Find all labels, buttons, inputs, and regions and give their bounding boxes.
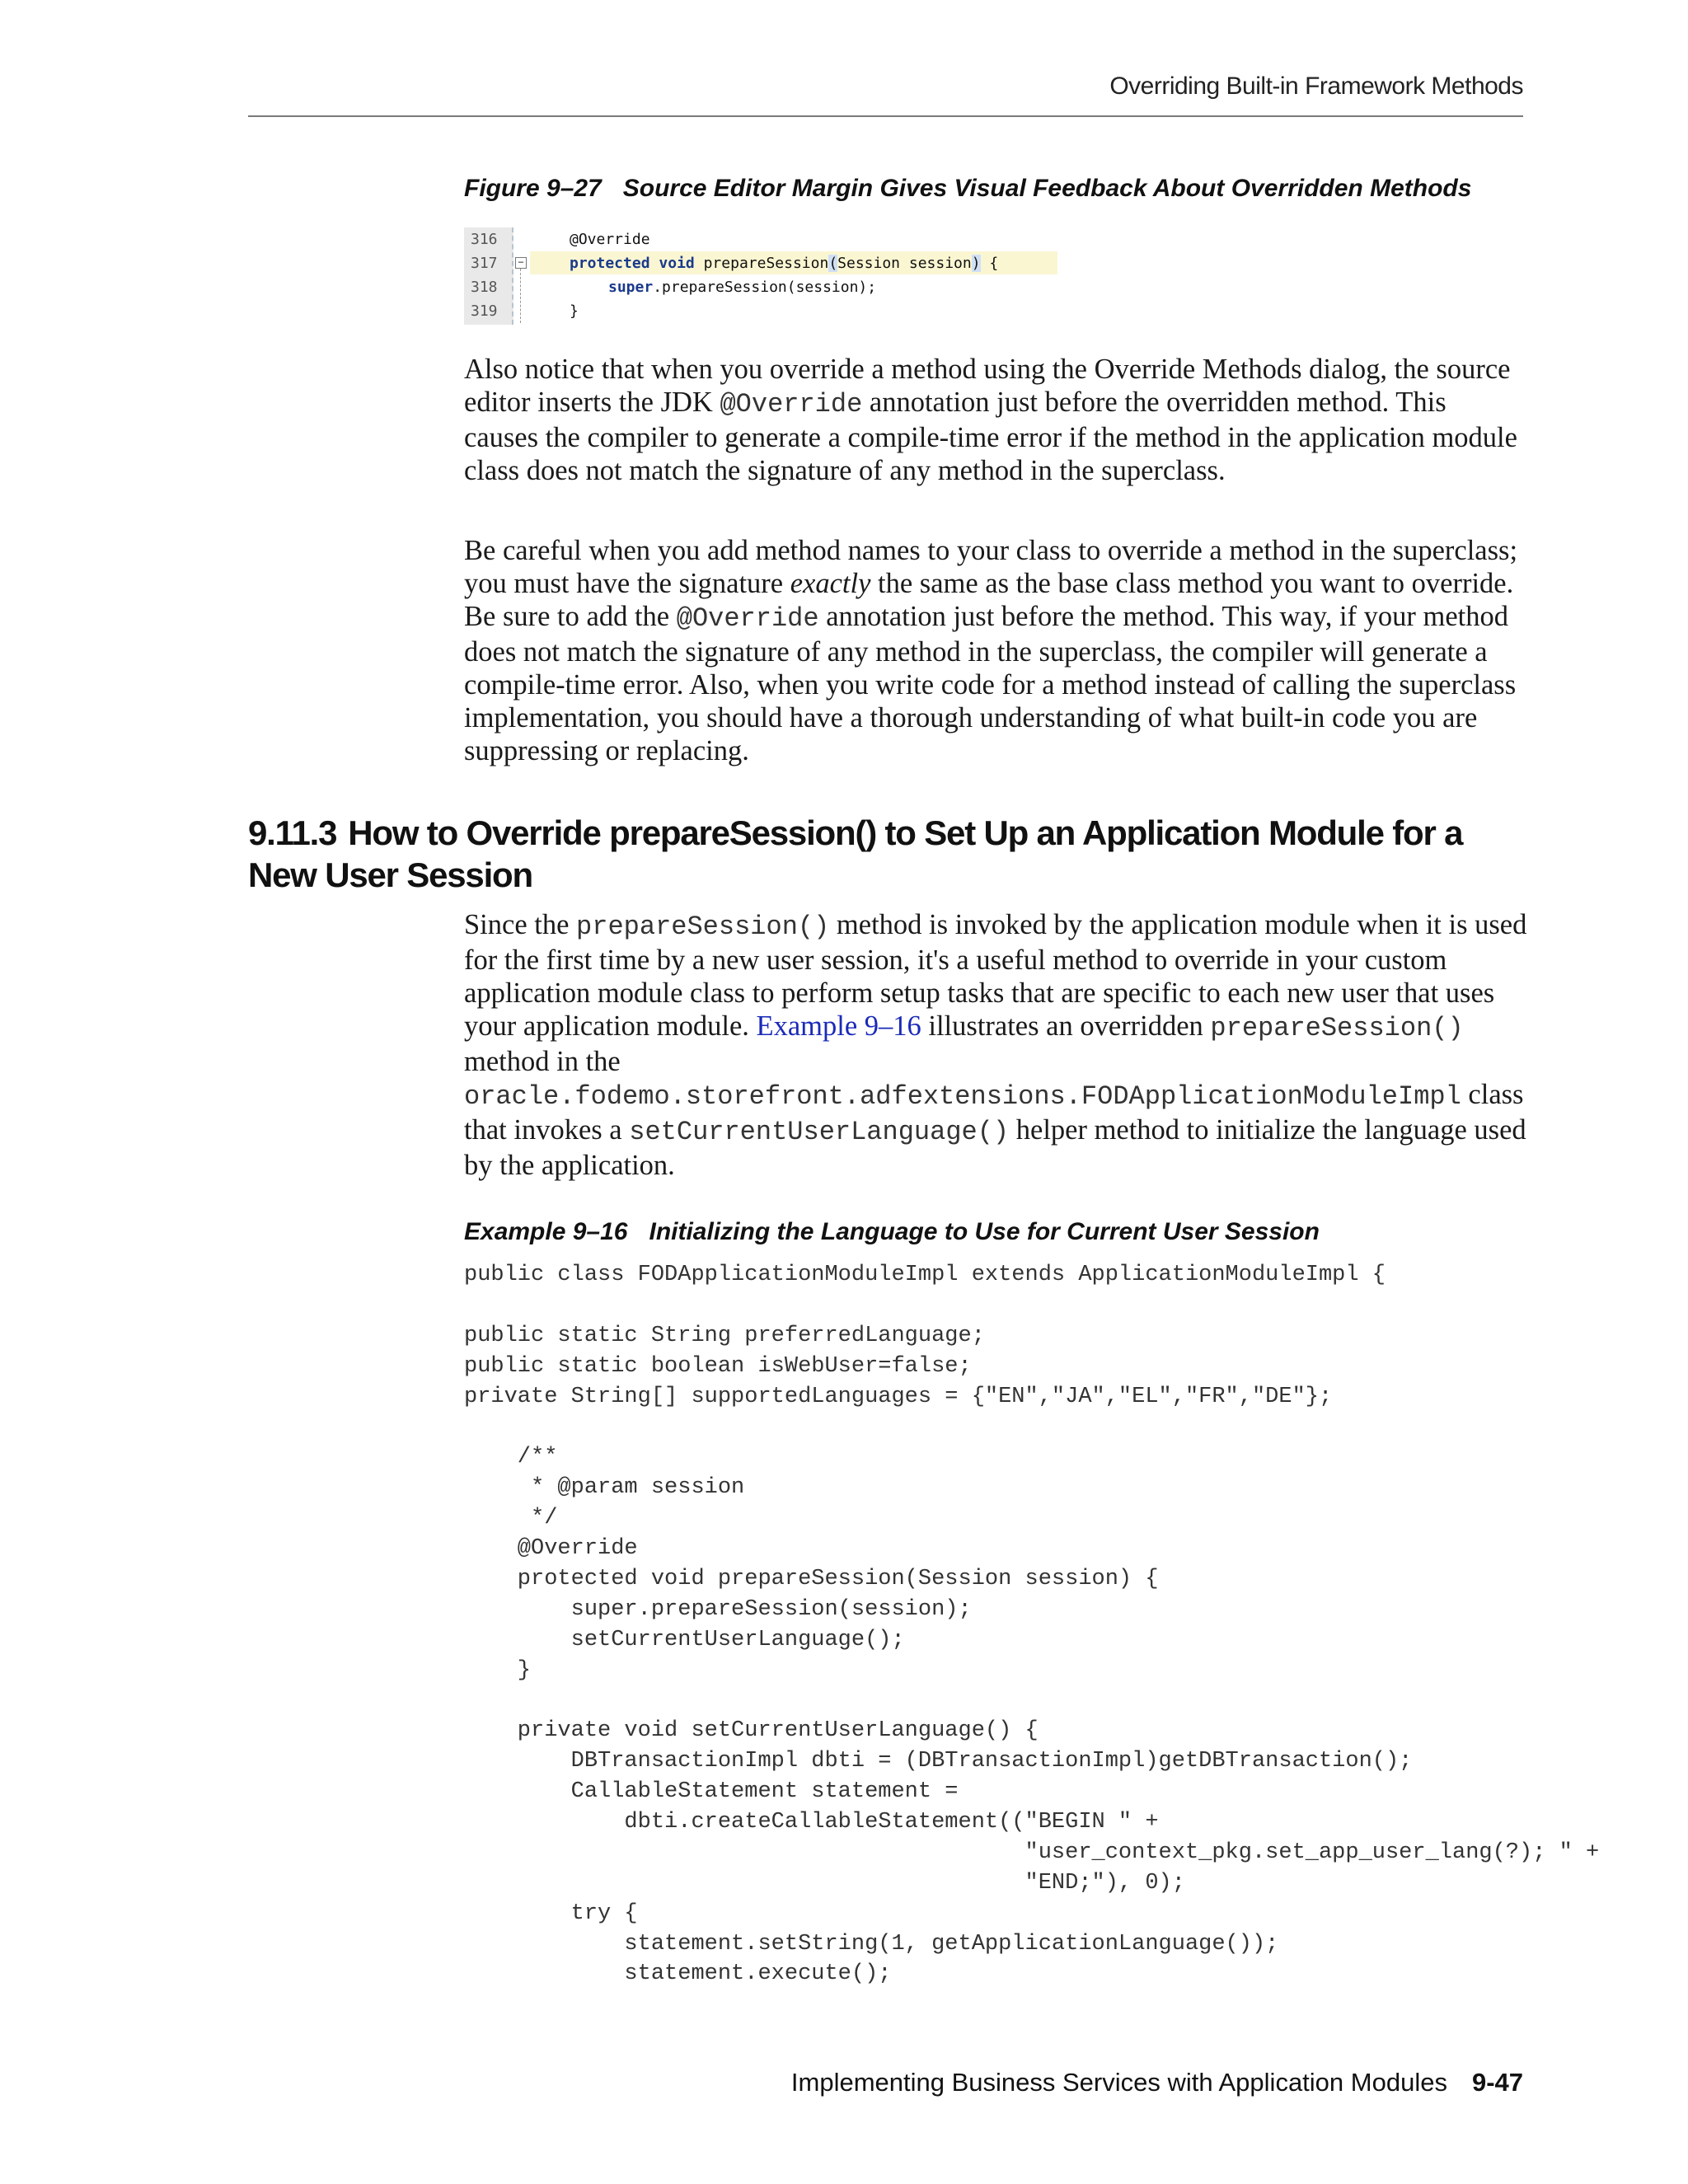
code-line bbox=[464, 1291, 1527, 1321]
code-line: protected void prepareSession(Session session) { bbox=[464, 1566, 1159, 1591]
fold-guide-line bbox=[520, 269, 521, 323]
paragraph-prepare-session bbox=[464, 908, 1527, 1182]
code-line: public static String preferredLanguage; bbox=[464, 1323, 985, 1348]
close-brace: } bbox=[570, 302, 579, 320]
collapse-icon: − bbox=[515, 257, 527, 269]
code-line: public static boolean isWebUser=false; bbox=[464, 1353, 972, 1379]
paren-close: ) bbox=[971, 255, 981, 272]
code-line: statement.execute(); bbox=[464, 1961, 892, 1987]
code-line: private String[] supportedLanguages = {"EN","JA","EL","FR","DE"}; bbox=[464, 1384, 1333, 1409]
footer-title: Implementing Business Services with Application Modules bbox=[790, 2068, 1447, 2097]
text: illustrates an overridden bbox=[921, 1010, 1211, 1042]
code-line: private void setCurrentUserLanguage() { bbox=[464, 1718, 1039, 1744]
text: helper method to initialize the language used by the application. bbox=[464, 1114, 1526, 1181]
code-line: setCurrentUserLanguage(); bbox=[464, 1627, 905, 1652]
code-line bbox=[464, 1412, 1527, 1442]
code-line: */ bbox=[464, 1506, 558, 1531]
emphasis: exactly bbox=[790, 568, 871, 599]
inline-code: @Override bbox=[676, 603, 819, 634]
code-line: public class FODApplicationModuleImpl extends ApplicationModuleImpl { bbox=[464, 1263, 1386, 1287]
text: annotation just before the method. This way, if your method does not match the signature of any method in the superclass, the compiler will generate a compile-time error. Also, when you write code for a method instead of calling the superclass implementation, you should have a thorough understanding of what built-in code you are suppressing or replacing. bbox=[464, 601, 1517, 766]
code-line: /** bbox=[464, 1445, 558, 1470]
code-line: * @param session bbox=[464, 1475, 745, 1501]
inline-code: prepareSession() bbox=[576, 912, 830, 942]
code-line-317 bbox=[570, 255, 998, 272]
method-params: Session session bbox=[837, 255, 972, 272]
code-listing bbox=[464, 1260, 1600, 1990]
section-number: 9.11.3 bbox=[248, 813, 337, 852]
override-annotation: @Override bbox=[570, 231, 650, 248]
code-line-316 bbox=[570, 231, 650, 248]
source-editor-figure bbox=[464, 227, 1057, 325]
inline-code: setCurrentUserLanguage() bbox=[629, 1117, 1010, 1147]
paragraph-override-dialog bbox=[464, 353, 1527, 487]
code-line: try { bbox=[464, 1900, 638, 1926]
line-number: 319 bbox=[471, 302, 498, 320]
example-link[interactable]: Example 9–16 bbox=[756, 1010, 921, 1042]
page-number: 9-47 bbox=[1471, 2068, 1523, 2097]
code-line-318 bbox=[608, 279, 876, 296]
text: method is invoked by the application module when it is used for the first time by a new user session, it's a useful method to override in your custom application module class to perform setup tasks that are specific to each new user that uses your application module. bbox=[464, 909, 1527, 1042]
code-line: dbti.createCallableStatement(("BEGIN " + bbox=[464, 1810, 1159, 1835]
code-line: "user_context_pkg.set_app_user_lang(?); " + bbox=[464, 1840, 1600, 1865]
open-brace: { bbox=[980, 255, 999, 272]
keyword-void: void bbox=[659, 255, 695, 272]
inline-code: @Override bbox=[720, 389, 863, 419]
text: method in the bbox=[464, 1046, 621, 1077]
header-rule bbox=[248, 115, 1523, 117]
text: Since the bbox=[464, 909, 577, 940]
figure-number: Figure 9–27 bbox=[464, 175, 602, 202]
keyword-protected: protected bbox=[570, 255, 650, 272]
inline-code: oracle.fodemo.storefront.adfextensions.FODApplicationModuleImpl bbox=[464, 1081, 1461, 1112]
paren-open: ( bbox=[828, 255, 838, 272]
text: the same as the base class method you want to override. Be sure to add the bbox=[464, 568, 1514, 632]
text: class that invokes a bbox=[464, 1079, 1524, 1146]
line-number: 318 bbox=[471, 279, 498, 296]
keyword-super: super bbox=[608, 279, 654, 296]
code-line: @Override bbox=[464, 1536, 638, 1562]
code-line: CallableStatement statement = bbox=[464, 1779, 959, 1805]
running-header: Overriding Built-in Framework Methods bbox=[1109, 73, 1523, 100]
paragraph-be-careful bbox=[464, 534, 1527, 767]
super-call: .prepareSession(session); bbox=[653, 279, 877, 296]
line-number: 316 bbox=[471, 231, 498, 248]
code-line bbox=[464, 1685, 1527, 1716]
code-line: statement.setString(1, getApplicationLanguage()); bbox=[464, 1931, 1279, 1957]
code-line-319 bbox=[570, 302, 579, 320]
example-title: Initializing the Language to Use for Current User Session bbox=[649, 1218, 1320, 1245]
example-number: Example 9–16 bbox=[464, 1218, 628, 1245]
section-title: How to Override prepareSession() to Set Up an Application Module for a New User Session bbox=[248, 813, 1463, 894]
code-line: super.prepareSession(session); bbox=[464, 1596, 972, 1622]
figure-title: Source Editor Margin Gives Visual Feedback About Overridden Methods bbox=[622, 175, 1472, 202]
text: Also notice that when you override a method using the Override Methods dialog, the source editor inserts the JDK bbox=[464, 354, 1511, 418]
line-number: 317 bbox=[471, 255, 498, 272]
section-heading bbox=[248, 812, 1534, 896]
method-name: prepareSession bbox=[703, 255, 829, 272]
example-caption bbox=[464, 1218, 1320, 1246]
page-footer bbox=[248, 2068, 1523, 2097]
text: Be careful when you add method names to your class to override a method in the superclass; you must have the signature bbox=[464, 535, 1518, 599]
code-line: DBTransactionImpl dbti = (DBTransactionImpl)getDBTransaction(); bbox=[464, 1749, 1413, 1774]
inline-code: prepareSession() bbox=[1210, 1013, 1464, 1043]
code-line: "END;"), 0); bbox=[464, 1870, 1185, 1896]
text: annotation just before the overridden method. This causes the compiler to generate a compile-time error if the method in the application module class does not match the signature of any method in the superclass. bbox=[464, 387, 1517, 486]
figure-caption bbox=[464, 175, 1471, 203]
code-line: } bbox=[464, 1657, 532, 1683]
